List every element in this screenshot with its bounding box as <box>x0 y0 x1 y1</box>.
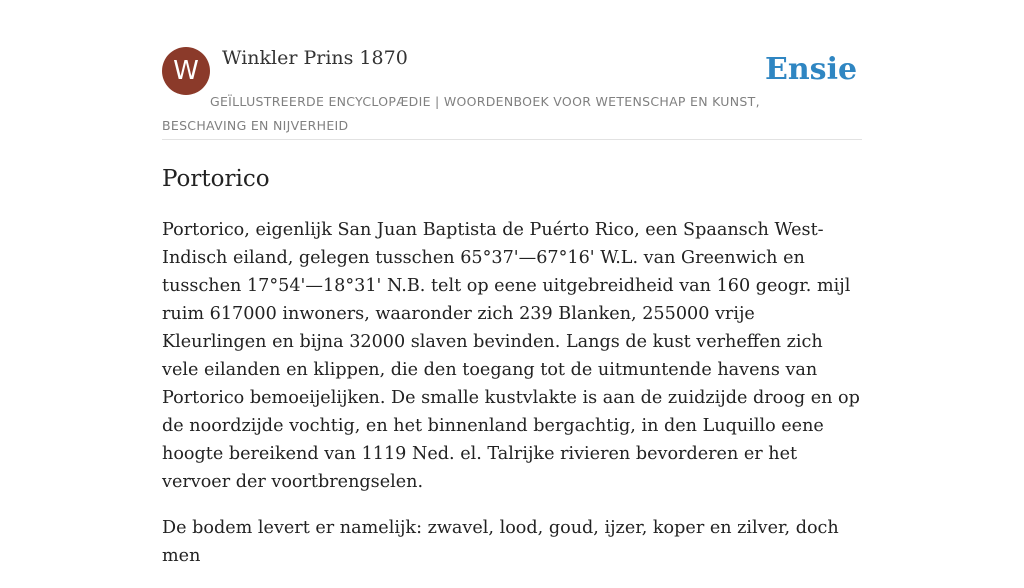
ensie-logo[interactable]: Ensie <box>765 52 858 87</box>
source-subtitle: GEÏLLUSTREERDE ENCYCLOPÆDIE | WOORDENBOEK VOOR WETENSCHAP EN KUNST, BESCHAVING EN NIJVERHEID <box>162 94 760 133</box>
article-paragraph: Portorico, eigenlijk San Juan Baptista de Puérto Rico, een Spaansch West-Indisch eiland, gelegen tusschen 65°37'—67°16' W.L. van Greenwich en tusschen 17°54'—18°31' N.B. telt op eene uitgebreidheid van 160 geogr. mijl ruim 617000 inwoners, waaronder zich 239 Blanken, 255000 vrije Kleurlingen en bijna 32000 slaven bevinden. Langs de kust verheffen zich vele eilanden en klippen, die den toegang tot de uitmuntende havens van Portorico bemoeijelijken. De smalle kustvlakte is aan de zuidzijde droog en op de noordzijde vochtig, en het binnenland bergachtig, in den Luquillo eene hoogte bereikend van 1119 Ned. el. Talrijke rivieren bevorderen er het vervoer der voortbrengselen. <box>162 220 860 492</box>
avatar[interactable]: W <box>162 47 210 95</box>
source-title[interactable]: Winkler Prins 1870 <box>222 47 408 69</box>
page-title: Portorico <box>162 166 270 192</box>
article-body <box>162 216 862 588</box>
header-divider <box>162 139 862 140</box>
article-paragraph: De bodem levert er namelijk: zwavel, lood, goud, ijzer, koper en zilver, doch men <box>162 518 839 566</box>
